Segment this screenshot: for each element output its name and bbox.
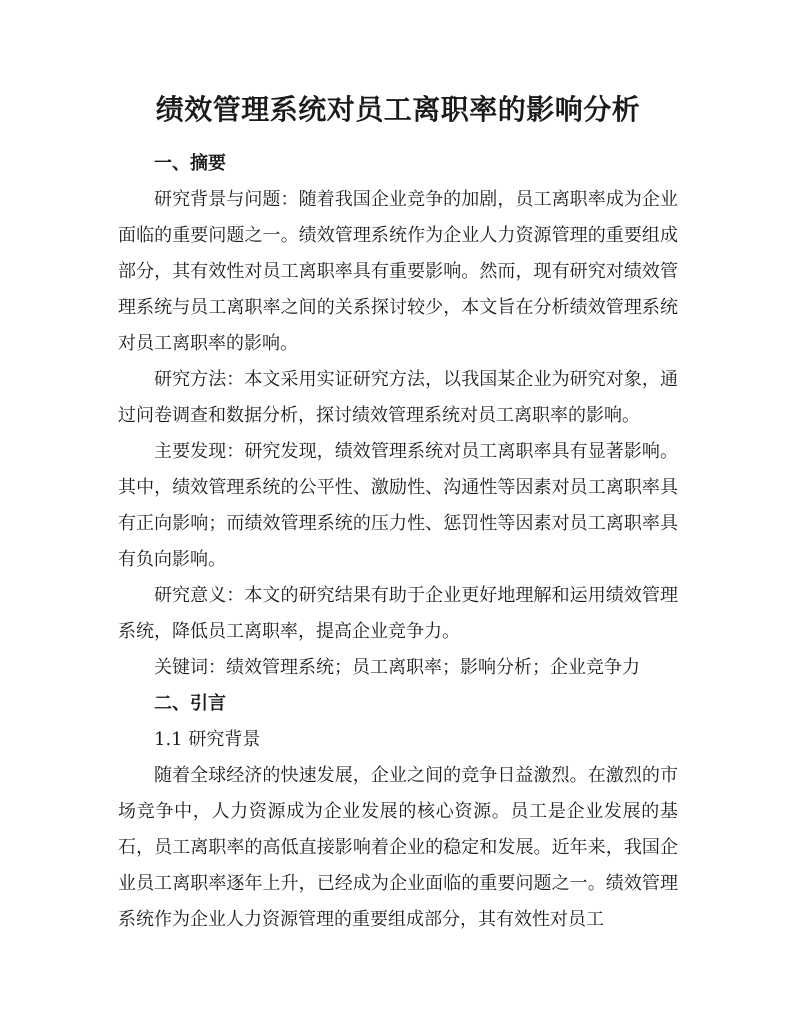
subsection-heading-background: 1.1 研究背景 <box>154 729 261 750</box>
abstract-paragraph-findings: 主要发现：研究发现，绩效管理系统对员工离职率具有显著影响。其中，绩效管理系统的公平性、激励性、沟通性等因素对员工离职率具有正向影响；而绩效管理系统的压力性、惩罚性等因素对员工离职率具有负向影响。 <box>118 441 678 570</box>
introduction-paragraph: 随着全球经济的快速发展，企业之间的竞争日益激烈。在激烈的市场竞争中，人力资源成为企业发展的核心资源。员工是企业发展的基石，员工离职率的高低直接影响着企业的稳定和发展。近年来，我国企业员工离职率逐年上升，已经成为企业面临的重要问题之一。绩效管理系统作为企业人力资源管理的重要组成部分，其有效性对员工 <box>118 765 678 930</box>
abstract-paragraph-method: 研究方法：本文采用实证研究方法，以我国某企业为研究对象，通过问卷调查和数据分析，探讨绩效管理系统对员工离职率的影响。 <box>118 369 678 426</box>
document-page <box>118 92 678 938</box>
keywords-line: 关键词：绩效管理系统；员工离职率；影响分析；企业竞争力 <box>154 657 640 678</box>
document-title: 绩效管理系统对员工离职率的影响分析 <box>155 93 641 126</box>
abstract-paragraph-significance: 研究意义：本文的研究结果有助于企业更好地理解和运用绩效管理系统，降低员工离职率，提高企业竞争力。 <box>118 585 678 642</box>
abstract-paragraph-background: 研究背景与问题：随着我国企业竞争的加剧，员工离职率成为企业面临的重要问题之一。绩效管理系统作为企业人力资源管理的重要组成部分，其有效性对员工离职率具有重要影响。然而，现有研究对绩效管理系统与员工离职率之间的关系探讨较少，本文旨在分析绩效管理系统对员工离职率的影响。 <box>118 189 678 354</box>
section-heading-abstract: 一、摘要 <box>154 153 226 174</box>
section-heading-introduction: 二、引言 <box>154 693 226 714</box>
